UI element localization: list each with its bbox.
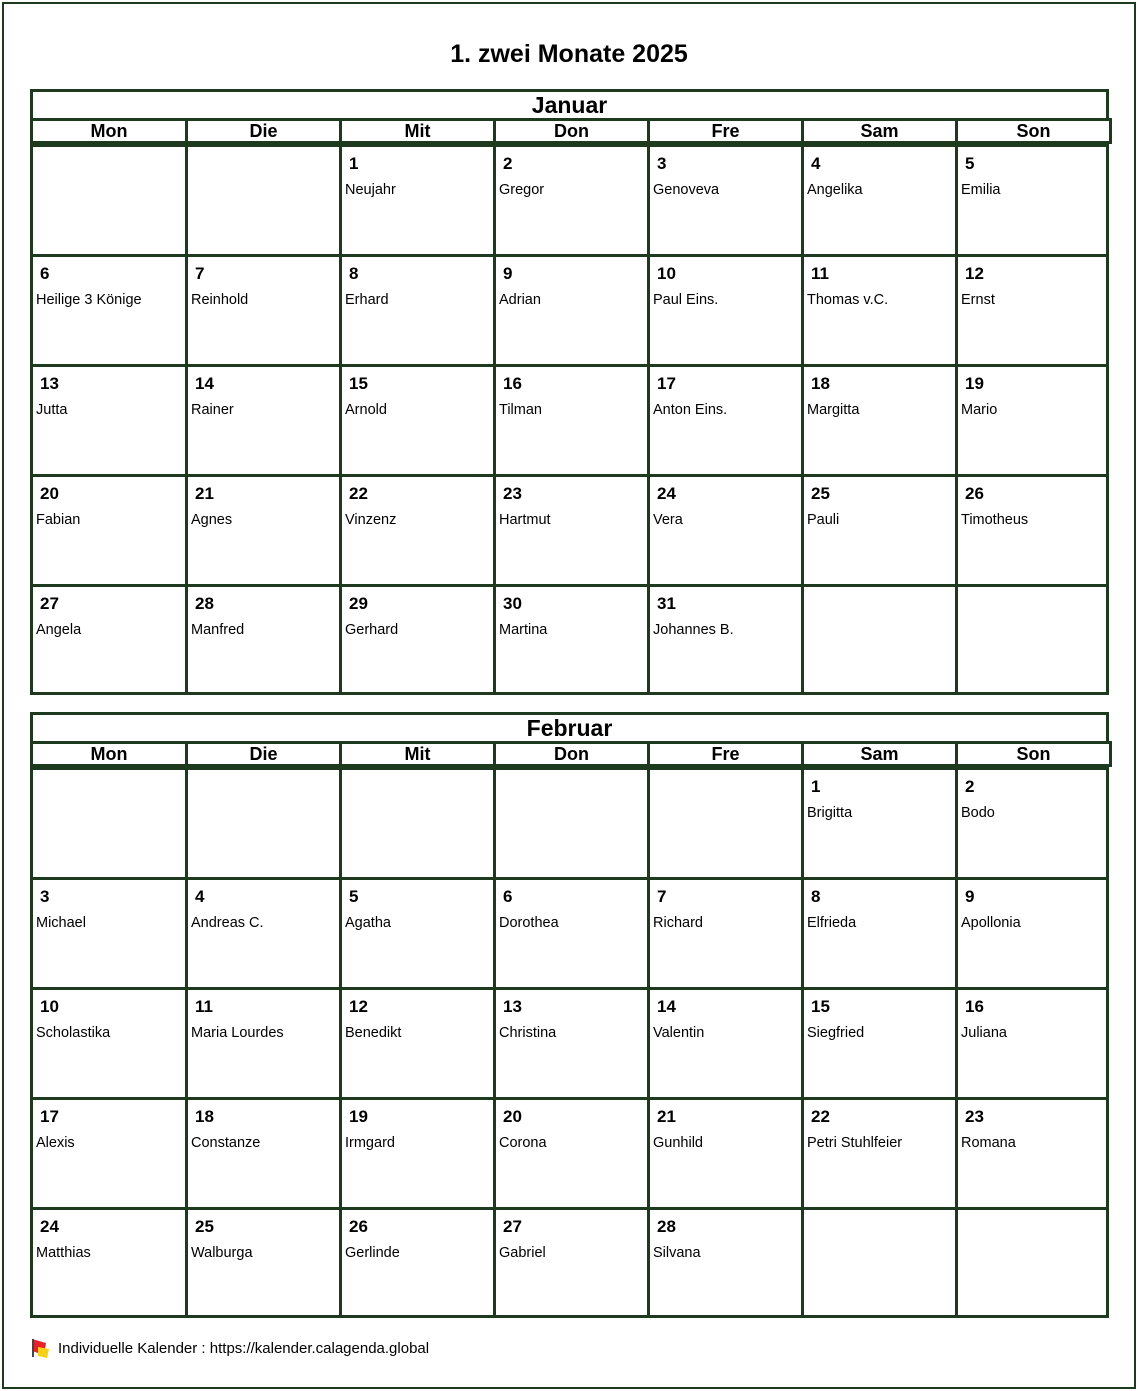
day-number: 4 bbox=[811, 154, 821, 173]
day-number: 13 bbox=[503, 997, 522, 1016]
day-number: 3 bbox=[40, 887, 50, 906]
name-day: Martina bbox=[499, 622, 548, 638]
name-day: Petri Stuhlfeier bbox=[807, 1135, 903, 1151]
day-cell bbox=[33, 364, 188, 474]
day-cell bbox=[33, 1207, 188, 1315]
name-day: Vinzenz bbox=[345, 512, 397, 528]
day-cell bbox=[342, 474, 496, 584]
day-number: 8 bbox=[349, 264, 359, 283]
footer-text: Individuelle Kalender : https://kalender.calagenda.global bbox=[58, 1339, 430, 1357]
day-cell bbox=[804, 364, 958, 474]
day-number: 12 bbox=[965, 264, 984, 283]
day-cell bbox=[188, 1097, 342, 1207]
day-number: 2 bbox=[965, 777, 975, 796]
name-day: Dorothea bbox=[499, 915, 559, 931]
name-day: Gunhild bbox=[653, 1135, 703, 1151]
name-day: Adrian bbox=[499, 292, 541, 308]
name-day: Angelika bbox=[807, 182, 863, 198]
day-cell bbox=[958, 364, 1109, 474]
day-number: 3 bbox=[657, 154, 667, 173]
name-day: Constanze bbox=[191, 1135, 261, 1151]
name-day: Maria Lourdes bbox=[191, 1025, 284, 1041]
day-cell bbox=[342, 1207, 496, 1315]
day-number: 21 bbox=[195, 484, 214, 503]
day-number: 5 bbox=[349, 887, 359, 906]
day-cell bbox=[496, 584, 650, 692]
weekday-header: Sam bbox=[801, 741, 955, 767]
day-number: 20 bbox=[503, 1107, 522, 1126]
day-cell bbox=[342, 584, 496, 692]
day-cell bbox=[342, 1097, 496, 1207]
name-day: Irmgard bbox=[345, 1135, 395, 1151]
name-day: Elfrieda bbox=[807, 915, 857, 931]
weekday-header: Mon bbox=[30, 118, 185, 144]
day-cell bbox=[650, 474, 804, 584]
day-cell bbox=[804, 1097, 958, 1207]
weekday-header-row bbox=[30, 118, 1109, 144]
weekday-header: Don bbox=[493, 118, 647, 144]
day-cell bbox=[804, 877, 958, 987]
day-number: 11 bbox=[195, 997, 213, 1016]
day-cell bbox=[958, 144, 1109, 254]
month-name: Januar bbox=[30, 89, 1109, 118]
week-row bbox=[33, 987, 1106, 1097]
day-cell bbox=[650, 254, 804, 364]
day-number: 9 bbox=[503, 264, 513, 283]
empty-day-cell bbox=[804, 1207, 958, 1315]
day-cell bbox=[958, 987, 1109, 1097]
name-day: Agnes bbox=[191, 512, 233, 528]
name-day: Heilige 3 Könige bbox=[36, 292, 142, 308]
name-day: Siegfried bbox=[807, 1025, 865, 1041]
weekday-header: Don bbox=[493, 741, 647, 767]
footer bbox=[30, 1336, 429, 1360]
week-row bbox=[33, 1207, 1106, 1315]
weekday-header: Son bbox=[955, 741, 1112, 767]
page-title: 1. zwei Monate 2025 bbox=[450, 40, 688, 68]
day-cell bbox=[958, 474, 1109, 584]
day-cell bbox=[650, 877, 804, 987]
week-row bbox=[33, 584, 1106, 692]
name-day: Erhard bbox=[345, 292, 389, 308]
name-day: Tilman bbox=[499, 402, 542, 418]
day-number: 25 bbox=[811, 484, 830, 503]
weekday-header: Son bbox=[955, 118, 1112, 144]
week-row bbox=[33, 767, 1106, 877]
day-cell bbox=[188, 584, 342, 692]
calendar-flag-icon bbox=[30, 1337, 50, 1359]
name-day: Andreas C. bbox=[191, 915, 264, 931]
name-day: Neujahr bbox=[345, 182, 396, 198]
week-row bbox=[33, 364, 1106, 474]
day-number: 17 bbox=[40, 1107, 59, 1126]
day-number: 18 bbox=[811, 374, 830, 393]
name-day: Manfred bbox=[191, 622, 245, 638]
empty-day-cell bbox=[496, 767, 650, 877]
day-number: 4 bbox=[195, 887, 205, 906]
name-day: Corona bbox=[499, 1135, 547, 1151]
weekday-header-row bbox=[30, 741, 1109, 767]
name-day: Timotheus bbox=[961, 512, 1029, 528]
day-cell bbox=[958, 767, 1109, 877]
day-cell bbox=[496, 1207, 650, 1315]
name-day: Hartmut bbox=[499, 512, 551, 528]
empty-day-cell bbox=[188, 767, 342, 877]
name-day: Vera bbox=[653, 512, 683, 528]
day-cell bbox=[342, 254, 496, 364]
day-cell bbox=[188, 254, 342, 364]
name-day: Romana bbox=[961, 1135, 1016, 1151]
empty-day-cell bbox=[650, 767, 804, 877]
name-day: Matthias bbox=[36, 1245, 91, 1261]
day-number: 6 bbox=[503, 887, 513, 906]
day-number: 21 bbox=[657, 1107, 676, 1126]
day-cell bbox=[804, 254, 958, 364]
name-day: Arnold bbox=[345, 402, 387, 418]
name-day: Apollonia bbox=[961, 915, 1021, 931]
empty-day-cell bbox=[342, 767, 496, 877]
day-cell bbox=[188, 474, 342, 584]
name-day: Margitta bbox=[807, 402, 860, 418]
day-cell bbox=[33, 1097, 188, 1207]
empty-day-cell bbox=[188, 144, 342, 254]
name-day: Scholastika bbox=[36, 1025, 111, 1041]
day-number: 11 bbox=[811, 264, 829, 283]
day-number: 23 bbox=[503, 484, 522, 503]
day-cell bbox=[342, 987, 496, 1097]
day-cell bbox=[496, 254, 650, 364]
name-day: Valentin bbox=[653, 1025, 705, 1041]
name-day: Juliana bbox=[961, 1025, 1007, 1041]
day-number: 27 bbox=[503, 1217, 522, 1236]
day-number: 19 bbox=[349, 1107, 368, 1126]
day-number: 15 bbox=[349, 374, 368, 393]
day-number: 7 bbox=[657, 887, 667, 906]
week-row bbox=[33, 254, 1106, 364]
empty-day-cell bbox=[33, 767, 188, 877]
weekday-header: Die bbox=[185, 741, 339, 767]
day-cell bbox=[342, 144, 496, 254]
day-cell bbox=[496, 144, 650, 254]
day-number: 18 bbox=[195, 1107, 214, 1126]
day-cell bbox=[33, 987, 188, 1097]
month-grid bbox=[30, 144, 1109, 695]
name-day: Silvana bbox=[653, 1245, 701, 1261]
day-cell bbox=[496, 474, 650, 584]
name-day: Rainer bbox=[191, 402, 234, 418]
name-day: Walburga bbox=[191, 1245, 253, 1261]
day-number: 19 bbox=[965, 374, 984, 393]
day-cell bbox=[188, 987, 342, 1097]
name-day: Gabriel bbox=[499, 1245, 546, 1261]
day-number: 26 bbox=[965, 484, 984, 503]
day-cell bbox=[958, 254, 1109, 364]
day-number: 1 bbox=[349, 154, 359, 173]
name-day: Gerhard bbox=[345, 622, 399, 638]
name-day: Fabian bbox=[36, 512, 81, 528]
day-cell bbox=[650, 1207, 804, 1315]
day-number: 10 bbox=[657, 264, 676, 283]
name-day: Bodo bbox=[961, 805, 995, 821]
name-day: Pauli bbox=[807, 512, 840, 528]
day-number: 31 bbox=[657, 594, 676, 613]
empty-day-cell bbox=[804, 584, 958, 692]
day-cell bbox=[650, 364, 804, 474]
day-cell bbox=[33, 584, 188, 692]
day-cell bbox=[804, 144, 958, 254]
name-day: Genoveva bbox=[653, 182, 720, 198]
day-number: 30 bbox=[503, 594, 522, 613]
day-cell bbox=[33, 877, 188, 987]
day-cell bbox=[188, 1207, 342, 1315]
day-number: 16 bbox=[965, 997, 984, 1016]
day-cell bbox=[496, 364, 650, 474]
month-january bbox=[30, 89, 1109, 695]
day-number: 9 bbox=[965, 887, 975, 906]
name-day: Jutta bbox=[36, 402, 68, 418]
day-cell bbox=[188, 364, 342, 474]
week-row bbox=[33, 1097, 1106, 1207]
name-day: Emilia bbox=[961, 182, 1001, 198]
day-number: 17 bbox=[657, 374, 676, 393]
day-number: 14 bbox=[195, 374, 214, 393]
name-day: Gerlinde bbox=[345, 1245, 400, 1261]
name-day: Reinhold bbox=[191, 292, 249, 308]
day-cell bbox=[958, 877, 1109, 987]
day-cell bbox=[804, 767, 958, 877]
name-day: Mario bbox=[961, 402, 998, 418]
day-cell bbox=[33, 474, 188, 584]
weekday-header: Mon bbox=[30, 741, 185, 767]
day-number: 29 bbox=[349, 594, 368, 613]
weekday-header: Mit bbox=[339, 118, 493, 144]
name-day: Anton Eins. bbox=[653, 402, 728, 418]
name-day: Johannes B. bbox=[653, 622, 734, 638]
day-number: 23 bbox=[965, 1107, 984, 1126]
name-day: Angela bbox=[36, 622, 82, 638]
day-number: 22 bbox=[349, 484, 368, 503]
name-day: Ernst bbox=[961, 292, 995, 308]
name-day: Paul Eins. bbox=[653, 292, 719, 308]
name-day: Brigitta bbox=[807, 805, 853, 821]
day-number: 13 bbox=[40, 374, 59, 393]
name-day: Michael bbox=[36, 915, 86, 931]
day-number: 24 bbox=[40, 1217, 59, 1236]
empty-day-cell bbox=[33, 144, 188, 254]
day-cell bbox=[188, 877, 342, 987]
day-number: 25 bbox=[195, 1217, 214, 1236]
name-day: Alexis bbox=[36, 1135, 75, 1151]
weekday-header: Die bbox=[185, 118, 339, 144]
day-number: 5 bbox=[965, 154, 975, 173]
day-number: 2 bbox=[503, 154, 513, 173]
weekday-header: Fre bbox=[647, 741, 801, 767]
name-day: Richard bbox=[653, 915, 703, 931]
day-number: 27 bbox=[40, 594, 59, 613]
empty-day-cell bbox=[958, 584, 1109, 692]
day-number: 8 bbox=[811, 887, 821, 906]
day-cell bbox=[496, 877, 650, 987]
day-cell bbox=[342, 877, 496, 987]
day-number: 15 bbox=[811, 997, 830, 1016]
day-cell bbox=[804, 474, 958, 584]
week-row bbox=[33, 877, 1106, 987]
name-day: Thomas v.C. bbox=[807, 292, 889, 308]
day-number: 26 bbox=[349, 1217, 368, 1236]
weekday-header: Sam bbox=[801, 118, 955, 144]
day-cell bbox=[650, 987, 804, 1097]
day-number: 28 bbox=[657, 1217, 676, 1236]
day-cell bbox=[650, 584, 804, 692]
name-day: Christina bbox=[499, 1025, 557, 1041]
day-number: 1 bbox=[811, 777, 821, 796]
name-day: Gregor bbox=[499, 182, 545, 198]
day-number: 14 bbox=[657, 997, 676, 1016]
day-cell bbox=[496, 987, 650, 1097]
weekday-header: Fre bbox=[647, 118, 801, 144]
day-number: 6 bbox=[40, 264, 50, 283]
month-february bbox=[30, 712, 1109, 1318]
day-cell bbox=[958, 1097, 1109, 1207]
empty-day-cell bbox=[958, 1207, 1109, 1315]
day-cell bbox=[804, 987, 958, 1097]
day-cell bbox=[650, 1097, 804, 1207]
day-number: 16 bbox=[503, 374, 522, 393]
day-number: 20 bbox=[40, 484, 59, 503]
month-name: Februar bbox=[30, 712, 1109, 741]
day-number: 24 bbox=[657, 484, 676, 503]
day-number: 28 bbox=[195, 594, 214, 613]
month-grid bbox=[30, 767, 1109, 1318]
weekday-header: Mit bbox=[339, 741, 493, 767]
week-row bbox=[33, 144, 1106, 254]
day-cell bbox=[33, 254, 188, 364]
day-cell bbox=[342, 364, 496, 474]
name-day: Agatha bbox=[345, 915, 391, 931]
name-day: Benedikt bbox=[345, 1025, 402, 1041]
day-number: 7 bbox=[195, 264, 205, 283]
day-number: 10 bbox=[40, 997, 59, 1016]
day-number: 22 bbox=[811, 1107, 830, 1126]
week-row bbox=[33, 474, 1106, 584]
day-cell bbox=[496, 1097, 650, 1207]
day-cell bbox=[650, 144, 804, 254]
day-number: 12 bbox=[349, 997, 368, 1016]
